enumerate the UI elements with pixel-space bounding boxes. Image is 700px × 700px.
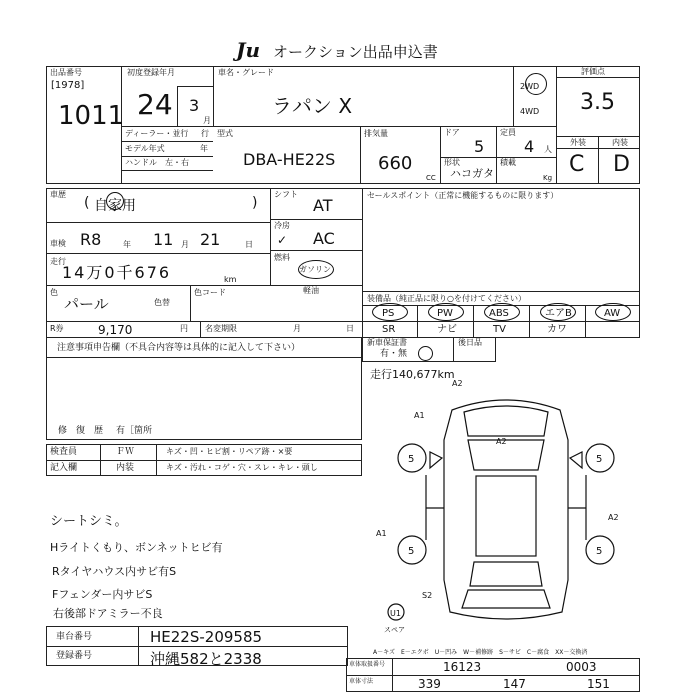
plate-value: 沖縄582と2338 [150,650,262,668]
dealer-mark: 行 [201,129,209,138]
equip-tv: TV [493,324,506,335]
mark-u1-spare: U1 [390,609,401,618]
inspector-int-text: キズ・汚れ・コゲ・穴・スレ・キレ・頭し [166,463,318,472]
inspector-sub-label: 記入欄 [50,463,78,473]
usage-value: 自家用 [94,198,136,214]
reg-label: 初度登録年月 [127,68,175,77]
color-value: パール [64,295,109,313]
load-unit: Kg [543,174,553,182]
warranty-value: 有・無 [380,349,408,359]
capacity-unit: 人 [544,145,552,154]
model-year-unit: 年 [200,144,208,153]
recycle-unit: 円 [180,324,188,333]
drive-4wd: 4WD [520,107,540,116]
chassis-label: 車台番号 [56,632,93,642]
notes-block [46,338,362,440]
shift-value: AT [313,196,333,215]
footer-row1-val1: 16123 [443,660,482,674]
mark-a2-top: A2 [452,380,463,388]
capacity-value: 4 [524,137,535,156]
rating-label: 評価点 [581,67,605,76]
inspection-label: 車検 [50,239,66,248]
equip-abs: ABS [489,308,509,319]
plate-label: 登録番号 [56,651,93,661]
warranty-post-label: 後日品 [458,338,482,347]
equipment-label: 装備品（純正品に限り○を付けてください） [367,294,526,303]
mark-a2-hood: A2 [496,437,507,446]
equip-sr: SR [382,324,396,335]
mileage-unit: km [224,275,237,284]
repair-label: 修 復 歴 [58,426,104,436]
name-change-month: 月 [293,324,301,333]
recycle-label: R券 [50,324,64,333]
inspection-year-unit: 年 [123,240,131,249]
vehicle-name: ラパン X [272,94,353,118]
footer-row1-label: 車体取扱番号 [349,661,386,668]
spare-label: スペア [384,626,405,634]
remark-1: シートシミ。 [50,514,128,529]
fuel-diesel: 軽油 [303,286,319,295]
inspector-int-label: 内装 [116,463,135,473]
warranty-label: 新車保証書 [367,338,407,347]
handle-label: ハンドル 左・右 [125,158,189,167]
equip-ps: PS [382,308,395,319]
reg-year: 24 [137,88,173,121]
lot-label: 出品番号 [50,68,82,77]
inspection-month: 11 [153,230,174,249]
equip-leather: カワ [547,324,567,335]
mileage-label: 走行 [50,257,66,266]
reg-month-unit: 月 [203,116,211,125]
tire-label-fl: 5 [408,454,415,465]
exterior-grade: C [569,152,585,177]
reg-month: 3 [189,96,200,115]
notes-label: 注意事項申告欄（不具合内容等は具体的に記入して下さい） [57,343,301,353]
name-change-day: 日 [346,324,354,333]
model-label: 型式 [217,129,233,138]
shift-label: シフト [274,190,298,199]
color-code-label: 色コード [194,288,226,297]
equip-navi: ナビ [437,324,457,335]
doors-value: 5 [474,137,485,156]
inspection-era: R8 [80,230,102,249]
name-change-label: 名変期限 [205,324,237,333]
mark-s2-rear: S2 [422,591,433,600]
drive-2wd: 2WD [520,82,540,91]
inspection-day-unit: 日 [245,240,253,249]
displacement-label: 排気量 [364,129,388,138]
interior-label: 内装 [612,138,628,147]
remark-3: Rタイヤハウス内サビ有S [52,565,177,578]
notes-handwritten: 走行140,677km [370,368,455,381]
recycle-value: 9,170 [98,323,133,337]
footer-row1-val2: 0003 [566,660,597,674]
chassis-value: HE22S-209585 [150,628,263,646]
mark-a2-right: A2 [608,513,619,522]
remark-4: Fフェンダー内サビS [52,588,153,601]
mark-a1-left: A1 [414,411,425,420]
fuel-gas: ガソリン [299,265,331,274]
rating-value: 3.5 [580,90,615,115]
usage-label: 車歴 [50,190,66,199]
logo: Ju [236,38,261,62]
tire-label-rr: 5 [596,546,603,557]
cooling-label: 冷房 [274,221,290,230]
exterior-label: 外装 [570,138,586,147]
drive-selected-circle [525,73,547,95]
damage-legend: A－キズ E－エクボ U－凹み W－補修跡 S－サビ C－腐食 XX－交換済 [373,649,588,656]
color-label: 色 [50,288,58,297]
footer-row2-val2: 147 [503,677,526,691]
repair-value: 有［箇所 [116,426,153,436]
cooling-value: AC [313,229,335,248]
footer-row2-val1: 339 [418,677,441,691]
color-change-label: 色替 [154,298,170,307]
model-year-label: モデル年式 [125,144,165,153]
shape-label: 形状 [444,158,460,167]
doors-label: ドア [444,128,460,137]
remark-2: Hライトくもり、ボンネットヒビ有 [50,541,223,554]
car-damage-diagram [372,380,640,648]
equip-pw: PW [437,308,453,319]
dealer-label: ディーラー・並行 [125,129,189,138]
inspector-fw-label: ＦＷ [116,447,135,457]
remark-5: 右後部ドアミラー不良 [53,607,163,620]
vehicle-label: 車名・グレード [218,68,274,77]
usage-close: ) [252,195,258,211]
inspector-fw-text: キズ・凹・ヒビ割・リペア跡・×要 [166,447,293,456]
tire-label-fr: 5 [596,454,603,465]
inspection-day: 21 [200,230,221,249]
fuel-label: 燃料 [274,253,290,262]
load-label: 積載 [500,158,516,167]
footer-row2-val3: 151 [587,677,610,691]
form-title: オークション出品申込書 [273,43,438,61]
displacement-unit: CC [426,174,436,182]
footer-row2-label: 車体寸法 [349,678,374,685]
mileage-value: 14万0千676 [62,263,172,282]
capacity-label: 定員 [500,128,516,137]
usage-open: ( [84,195,90,211]
interior-grade: D [613,152,630,177]
sales-point-label: セールスポイント（正常に機能するものに限ります） [367,191,559,200]
shape-value: ハコガタ [450,167,494,180]
displacement-value: 660 [378,153,413,174]
tire-label-rl: 5 [408,546,415,557]
equip-aw: AW [604,308,621,319]
mark-a1-door: A1 [376,529,387,538]
inspection-month-unit: 月 [181,240,189,249]
lot-number: 1011 [58,101,125,131]
equip-airbag: エアB [545,308,572,319]
model-value: DBA-HE22S [243,150,336,169]
inspector-label: 検査員 [50,447,78,457]
lot-sub: [1978] [51,80,85,91]
